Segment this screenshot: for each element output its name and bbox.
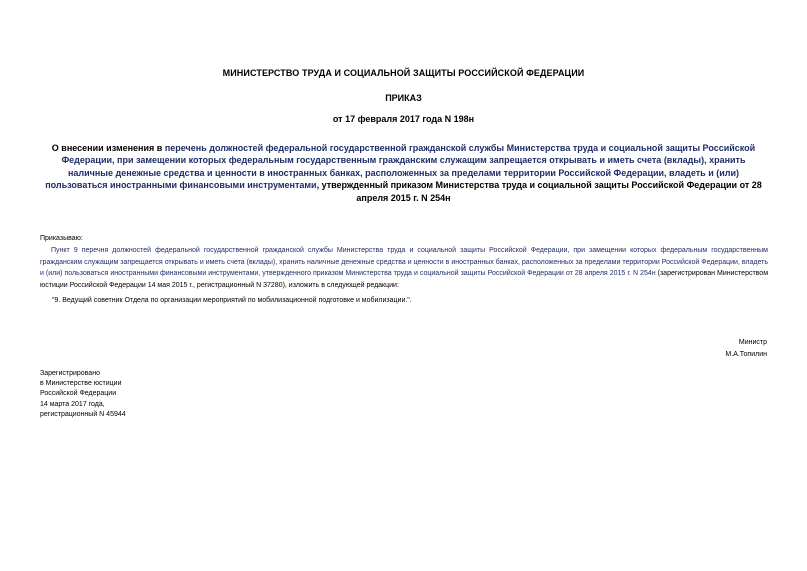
amendment-text: "9. Ведущий советник Отдела по организации мероприятий по мобилизационной подготовке и мобилизации.". (52, 297, 412, 304)
title-prefix: О внесении изменения в (51, 143, 163, 153)
registration-line: в Министерстве юстиции (40, 380, 122, 388)
ministry-name: МИНИСТЕРСТВО ТРУДА И СОЦИАЛЬНОЙ ЗАЩИТЫ РОССИЙСКОЙ ФЕДЕРАЦИИ (222, 68, 585, 78)
signatory-title: Министр (738, 339, 767, 346)
document-date: от 17 февраля 2017 года N 198н (332, 114, 475, 124)
title-suffix: , утвержденный приказом Министерства труда и социальной защиты Российской Федерации от 28 апреля 2015 г. N 254н (316, 180, 762, 203)
registration-line: 14 марта 2017 года, (40, 400, 105, 408)
document-title (40, 142, 767, 204)
signatory-name: М.А.Топилин (725, 351, 767, 358)
registration-line: регистрационный N 45944 (40, 410, 126, 418)
order-paragraph-link[interactable]: Пункт 9 перечня должностей федеральной государственной гражданской службы Министерства труда и социальной защиты Российской Федерации, при замещении которых федеральным государственным гражданским служащим запрещается открывать и иметь счета (вклады), хранить наличные денежные средства и ценности в иностранных банках, расположенных за пределами территории Российской Федерации, владеть и (или) пользоваться иностранными финансовыми инструментами, утвержденного приказом Министерства труда и социальной защиты Российской Федерации от 28 апреля 2015 г. N 254н (40, 247, 768, 277)
registration-block (40, 369, 126, 420)
title-link[interactable]: перечень должностей федеральной государственной гражданской службы Министерства труда и социальной защиты Российской Федерации, при замещении которых федеральным государственным гражданским служащим запрещается открывать и иметь счета (вклады), хранить наличные денежные средства и ценности в иностранных банках, расположенных за пределами территории Российской Федерации, владеть и (или) пользоваться иностранными финансовыми инструментами (45, 143, 756, 191)
order-label: Приказываю: (40, 235, 83, 242)
order-paragraph-rest: (зарегистрирован Министерством юстиции Российской Федерации 14 мая 2015 г., регистрационный N 37280), изложить в следующей редакции: (40, 270, 769, 289)
document-type: ПРИКАЗ (385, 93, 422, 103)
order-paragraph (40, 245, 768, 291)
registration-line: Российской Федерации (40, 390, 117, 398)
registration-line: Зарегистрировано (40, 370, 100, 377)
